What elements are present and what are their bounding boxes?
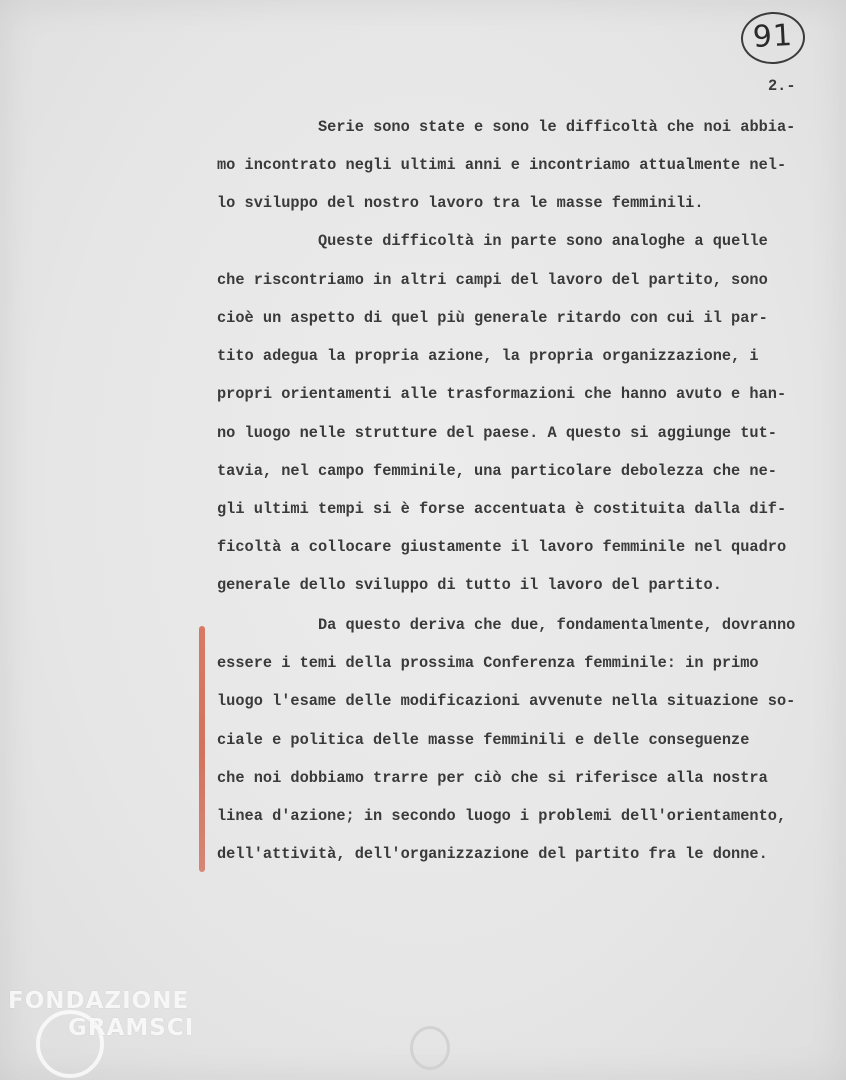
text-line: no luogo nelle strutture del paese. A questo si aggiunge tut- [217, 424, 777, 442]
text-line: lo sviluppo del nostro lavoro tra le masse femminili. [217, 194, 704, 212]
text-line: tito adegua la propria azione, la propria organizzazione, i [217, 347, 759, 365]
page-number: 2.- [768, 77, 796, 95]
margin-highlight-mark [199, 626, 205, 872]
text-line: gli ultimi tempi si è forse accentuata è costituita dalla dif- [217, 500, 787, 518]
text-line: Serie sono state e sono le difficoltà che noi abbia- [318, 118, 796, 136]
text-line: mo incontrato negli ultimi anni e incontriamo attualmente nel- [217, 156, 787, 174]
watermark-logo [8, 990, 194, 1040]
center-stamp-icon [410, 1026, 450, 1070]
text-line: Da questo deriva che due, fondamentalmente, dovranno [318, 616, 796, 634]
text-line: generale dello sviluppo di tutto il lavoro del partito. [217, 576, 722, 594]
text-line: che noi dobbiamo trarre per ciò che si riferisce alla nostra [217, 769, 768, 787]
text-line: essere i temi della prossima Conferenza femminile: in primo [217, 654, 759, 672]
text-line: propri orientamenti alle trasformazioni che hanno avuto e han- [217, 385, 787, 403]
watermark-line2: GRAMSCI [68, 1015, 195, 1041]
text-line: dell'attività, dell'organizzazione del partito fra le donne. [217, 845, 768, 863]
text-line: linea d'azione; in secondo luogo i problemi dell'orientamento, [217, 807, 787, 825]
watermark-line1: FONDAZIONE [8, 988, 190, 1014]
text-line: cioè un aspetto di quel più generale ritardo con cui il par- [217, 309, 768, 327]
text-line: tavia, nel campo femminile, una particolare debolezza che ne- [217, 462, 777, 480]
text-line: che riscontriamo in altri campi del lavoro del partito, sono [217, 271, 768, 289]
text-line: luogo l'esame delle modificazioni avvenute nella situazione so- [217, 692, 796, 710]
text-line: ciale e politica delle masse femminili e delle conseguenze [217, 731, 750, 749]
text-line: Queste difficoltà in parte sono analoghe a quelle [318, 232, 768, 250]
archive-number-stamp: 91 [740, 10, 807, 65]
text-line: ficoltà a collocare giustamente il lavoro femminile nel quadro [217, 538, 787, 556]
